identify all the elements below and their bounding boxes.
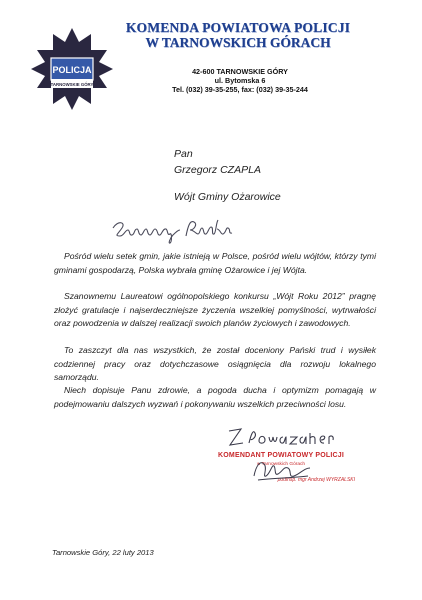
address-phone: Tel. (032) 39-35-255, fax: (032) 39-35-244 xyxy=(172,85,308,94)
letter-paragraph-3: To zaszczyt dla nas wszystkich, że został doceniony Pański trud i wysiłek codziennej pracy oraz dotychczasowe osiągnięcia dla rozwoju lokalnego samorządu. xyxy=(54,345,376,383)
letter-paragraph-1: Pośród wielu setek gmin, jakie istnieją w Polsce, pośród wielu wójtów, którzy tymi gminami gospodarzą, Polska wybrała gminę Ożarowice i jej Wójta. xyxy=(54,251,376,275)
stamp-line3: podinsp. mgr Andrzej WYRZALSKI xyxy=(277,477,355,483)
letter-date: Tarnowskie Góry, 22 luty 2013 xyxy=(52,548,154,557)
org-name-line1: KOMENDA POWIATOWA POLICJI xyxy=(125,20,351,35)
letter-paragraph-2: Szanownemu Laureatowi ogólnopolskiego konkursu „Wójt Roku 2012” pragnę złożyć gratulacje i najserdeczniejsze życzenia wszelkiej pomyślności, wytrwałości oraz powodzenia w dalszej realizacji swoich planów życiowych i zawodowych. xyxy=(54,291,376,329)
logo-top-text: POLICJA xyxy=(52,65,92,75)
letter-paragraph-4: Niech dopisuje Panu zdrowie, a pogoda ducha i optymizm pomagają w podejmowaniu dalszych wyzwań i pokonywaniu wszelkich przeciwności losu. xyxy=(54,385,376,409)
handwritten-signature xyxy=(248,456,318,489)
org-name-line2: W TARNOWSKICH GÓRACH xyxy=(145,35,331,50)
recipient-title: Pan xyxy=(174,148,193,160)
logo-bottom-text: TARNOWSKIE GÓRY xyxy=(50,82,94,87)
stamp-line2: w Tarnowskich Górach xyxy=(256,462,306,467)
police-logo xyxy=(31,28,113,110)
address-city: 42-600 TARNOWSKIE GÓRY xyxy=(192,67,288,76)
recipient-name: Grzegorz CZAPLA xyxy=(174,164,261,176)
handwritten-salutation xyxy=(110,214,240,251)
address-street: ul. Bytomska 6 xyxy=(214,76,266,85)
stamp-line1: KOMENDANT POWIATOWY POLICJI xyxy=(218,452,344,459)
recipient-position: Wójt Gminy Ożarowice xyxy=(174,191,281,203)
